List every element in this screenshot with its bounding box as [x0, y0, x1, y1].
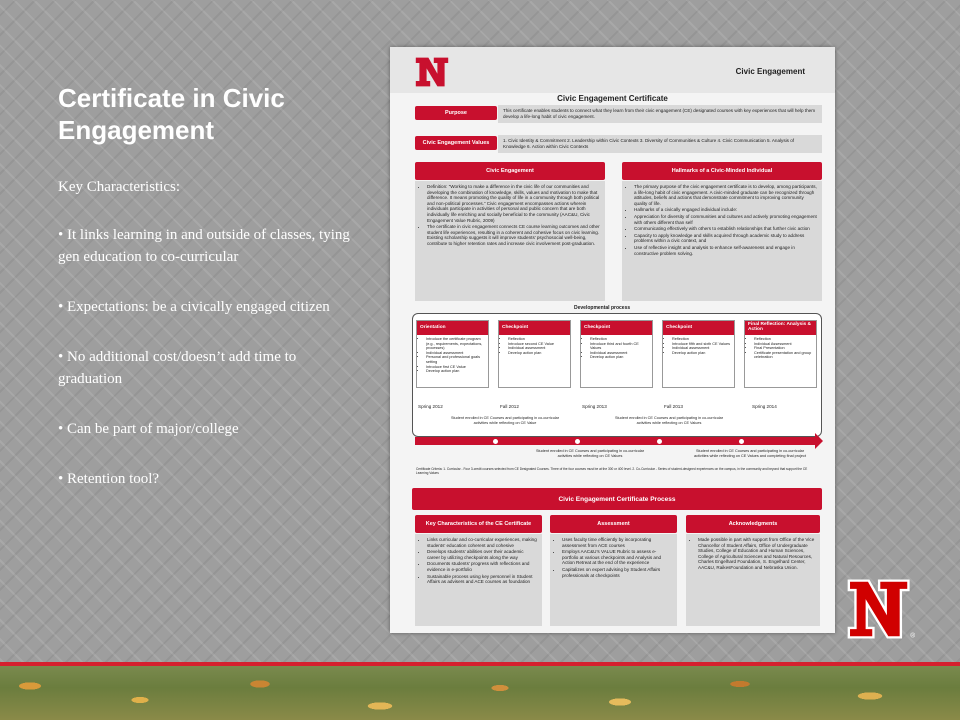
stage-item: • Introduce second CE Value — [508, 342, 567, 347]
stage-item: • Individual Assessment — [754, 342, 813, 347]
stage-title: Checkpoint — [581, 321, 652, 335]
stage-checkpoint-3 — [662, 320, 735, 388]
developmental-process-label: Developmental process — [570, 305, 634, 311]
bullet-item: • No additional cost/doesn’t add time to graduation — [58, 349, 297, 387]
timeline-note: Student enrolled in CE Courses and participating in co-curricular activities while reflecting on CE Values — [614, 416, 724, 425]
stage-item: • Introduce third and fourth CE Values — [590, 342, 649, 351]
bullet-item: • Retention tool? — [58, 471, 160, 487]
stage-item: • Reflection — [672, 337, 731, 342]
timeline-arrow — [415, 437, 815, 445]
civic-engagement-header: Civic Engagement — [415, 162, 605, 180]
hallmarks-header: Hallmarks of a Civic-Minded Individual — [622, 162, 822, 180]
timeline-note: Student enrolled in CE Courses and participating in co-curricular activities while reflecting on CE Value — [450, 416, 560, 425]
footer-grass-photo — [0, 666, 960, 720]
stage-title: Checkpoint — [499, 321, 570, 335]
assessment-box — [550, 534, 677, 626]
assessment-header: Assessment — [550, 515, 677, 533]
certificate-criteria: Certificate Criteria: 1. Curricular - Four 3-credit courses selected from CE Designated Courses. Three of the four courses must be at the 300 or 400 level. 2. Co-Curricular - Series of student-designed experiences on the campus, in the community and beyond that support the CE Learning Values — [416, 467, 808, 475]
stage-item: • Introduce first CE Value — [426, 365, 485, 370]
stage-title: Checkpoint — [663, 321, 734, 335]
stage-item: • Develop action plan — [672, 351, 731, 356]
hallmark-item: • Communicating effectively with others to establish relationships that further civic action — [634, 226, 817, 232]
registered-mark: ® — [910, 632, 916, 640]
stage-final-reflection — [744, 320, 817, 388]
stage-item: • Develop action plan — [426, 369, 485, 374]
timeline-note: Student enrolled in CE Courses and participating in co-curricular activities while reflecting on CE Values — [535, 449, 645, 458]
assess-item: • Capitalizes on expert advising by Student Affairs professionals at checkpoints — [562, 567, 672, 578]
stage-title: Orientation — [417, 321, 488, 335]
hallmark-item: • Capacity to apply knowledge and skills acquired through academic study to address problems within a civic context, and — [634, 233, 817, 244]
ce-item: • Definition: “Working to make a difference in the civic life of our communities and developing the combination of knowledge, skills, values and motivation to make that difference. It means promoting the quality of life in a community through both political and non-political processes.” Civic engagement encompasses actions wherein individuals participate in activities of personal and public concern that are both individually life enriching and socially beneficial to the community (AAC&U, Civic Engagement Value Rubric, 2009) — [427, 184, 600, 223]
stage-item: • Individual assessment — [590, 351, 649, 356]
stage-item: • Individual assessment — [672, 346, 731, 351]
bullet-list — [58, 176, 363, 518]
bullet-item: • Can be part of major/college — [58, 421, 239, 437]
kc-box — [415, 534, 542, 626]
kc-item: • Sustainable process using key personnel in Student Affairs as advisers and ACE courses as foundation — [427, 574, 537, 585]
bullet-item: • Expectations: be a civically engaged citizen — [58, 299, 330, 315]
timeline-note: Student enrolled in CE Courses and participating in co-curricular activities while reflecting on CE Values and completing final project — [694, 449, 806, 458]
stage-item: • Final Presentation — [754, 346, 813, 351]
stage-checkpoint-1 — [498, 320, 571, 388]
key-characteristics-label: Key Characteristics: — [58, 179, 181, 195]
timeline-dot — [493, 439, 498, 444]
bullet-item: • It links learning in and outside of classes, tying gen education to co-curricular — [58, 227, 350, 265]
hallmarks-box — [622, 181, 822, 301]
poster-main-title: Civic Engagement Certificate — [557, 94, 668, 103]
acknowledgments-box — [686, 534, 820, 626]
civic-engagement-box — [415, 181, 605, 301]
poster-header-title: Civic Engagement — [735, 67, 805, 76]
hallmark-item: • Hallmarks of a civically engaged individual include: — [634, 207, 817, 213]
hallmark-item: • The primary purpose of the civic engagement certificate is to develop, among participants, a life-long habit of civic engagement. A civic-minded graduate can be recognized through attitudes, beliefs and actions that demonstrate commitment to improving community quality of life. — [634, 184, 817, 206]
stage-item: • Reflection — [754, 337, 813, 342]
semester-label: Spring 2012 — [418, 404, 443, 409]
ce-item: • The certificate in civic engagement connects CE course learning outcomes and other student life experiences, resulting in a coherent and cohesive focus on civic learning. Existing scholarship suggests it will improve students’ psychosocial well-being, contribute to higher retention rates and increase civic involvement post-graduation. — [427, 224, 600, 246]
poster-image — [390, 47, 835, 633]
timeline-dot — [575, 439, 580, 444]
stage-item: • Introduce fifth and sixth CE Values — [672, 342, 731, 347]
timeline-dot — [739, 439, 744, 444]
stage-item: • Individual assessment — [508, 346, 567, 351]
kc-item: • Develops students’ abilities over their academic career by utilizing checkpoints along the way — [427, 549, 537, 560]
ack-item: • Made possible in part with support from Office of the Vice Chancellor of Student Affairs, Office of Undergraduate Studies, College of Education and Human Sciences, College of Agricultural Sciences and Natural Resources, Charles Engelhard Foundation, S. Engelhard Center, AAC&U, RaikesFoundation and Nebraska Union. — [698, 537, 815, 571]
stage-item: • Reflection — [508, 337, 567, 342]
values-label: Civic Engagement Values — [415, 136, 497, 150]
stage-orientation — [416, 320, 489, 388]
timeline-dot — [657, 439, 662, 444]
stage-item: • Individual assessment — [426, 351, 485, 356]
stage-item: • Reflection — [590, 337, 649, 342]
purpose-label: Purpose — [415, 106, 497, 120]
acknowledgments-header: Acknowledgments — [686, 515, 820, 533]
assess-item: • Employs AAC&U’s VALUE Rubric to assess e-portfolio at various checkpoints and Analysis and Action Retreat at the end of the experience — [562, 549, 672, 566]
slide-title: Certificate in Civic Engagement — [58, 83, 285, 145]
purpose-text: This certificate enables students to connect what they learn from their civic engagement (CE) designated courses with key experiences that will help them develop a life-long habit of civic engagement. — [498, 105, 822, 123]
stage-item: • Certificate presentation and group celebration — [754, 351, 813, 360]
semester-label: Fall 2013 — [664, 404, 683, 409]
kc-header: Key Characteristics of the CE Certificate — [415, 515, 542, 533]
kc-item: • Documents students’ progress with reflections and evidence in e-portfolio — [427, 561, 537, 572]
stage-item: • Personal and professional goals setting — [426, 355, 485, 364]
kc-item: • Links curricular and co-curricular experiences, making students’ education coherent and cohesive — [427, 537, 537, 548]
process-title: Civic Engagement Certificate Process — [412, 488, 822, 510]
stage-item: • Introduce the certificate program (e.g., requirements, expectations, processes) — [426, 337, 485, 351]
nebraska-n-logo — [846, 576, 916, 642]
nebraska-n-logo — [414, 53, 450, 91]
semester-label: Spring 2013 — [582, 404, 607, 409]
stage-item: • Develop action plan — [590, 355, 649, 360]
values-text: 1. Civic Identity & Commitment 2. Leadership within Civic Contexts 3. Diversity of Communities & Culture 4. Civic Communication 5. Analysis of Knowledge 6. Action within Civic Contexts — [498, 135, 822, 153]
semester-label: Spring 2014 — [752, 404, 777, 409]
hallmark-item: • Appreciation for diversity of communities and cultures and actively promoting engagement with others different than self — [634, 214, 817, 225]
assess-item: • Uses faculty time efficiently by incorporating assessment from ACE courses — [562, 537, 672, 548]
stage-title: Final Reflection: Analysis & Action — [745, 321, 816, 335]
stage-item: • Develop action plan — [508, 351, 567, 356]
semester-label: Fall 2012 — [500, 404, 519, 409]
hallmark-item: • Use of reflective insight and analysis to enhance self-awareness and engage in constructive problem solving. — [634, 245, 817, 256]
stage-checkpoint-2 — [580, 320, 653, 388]
